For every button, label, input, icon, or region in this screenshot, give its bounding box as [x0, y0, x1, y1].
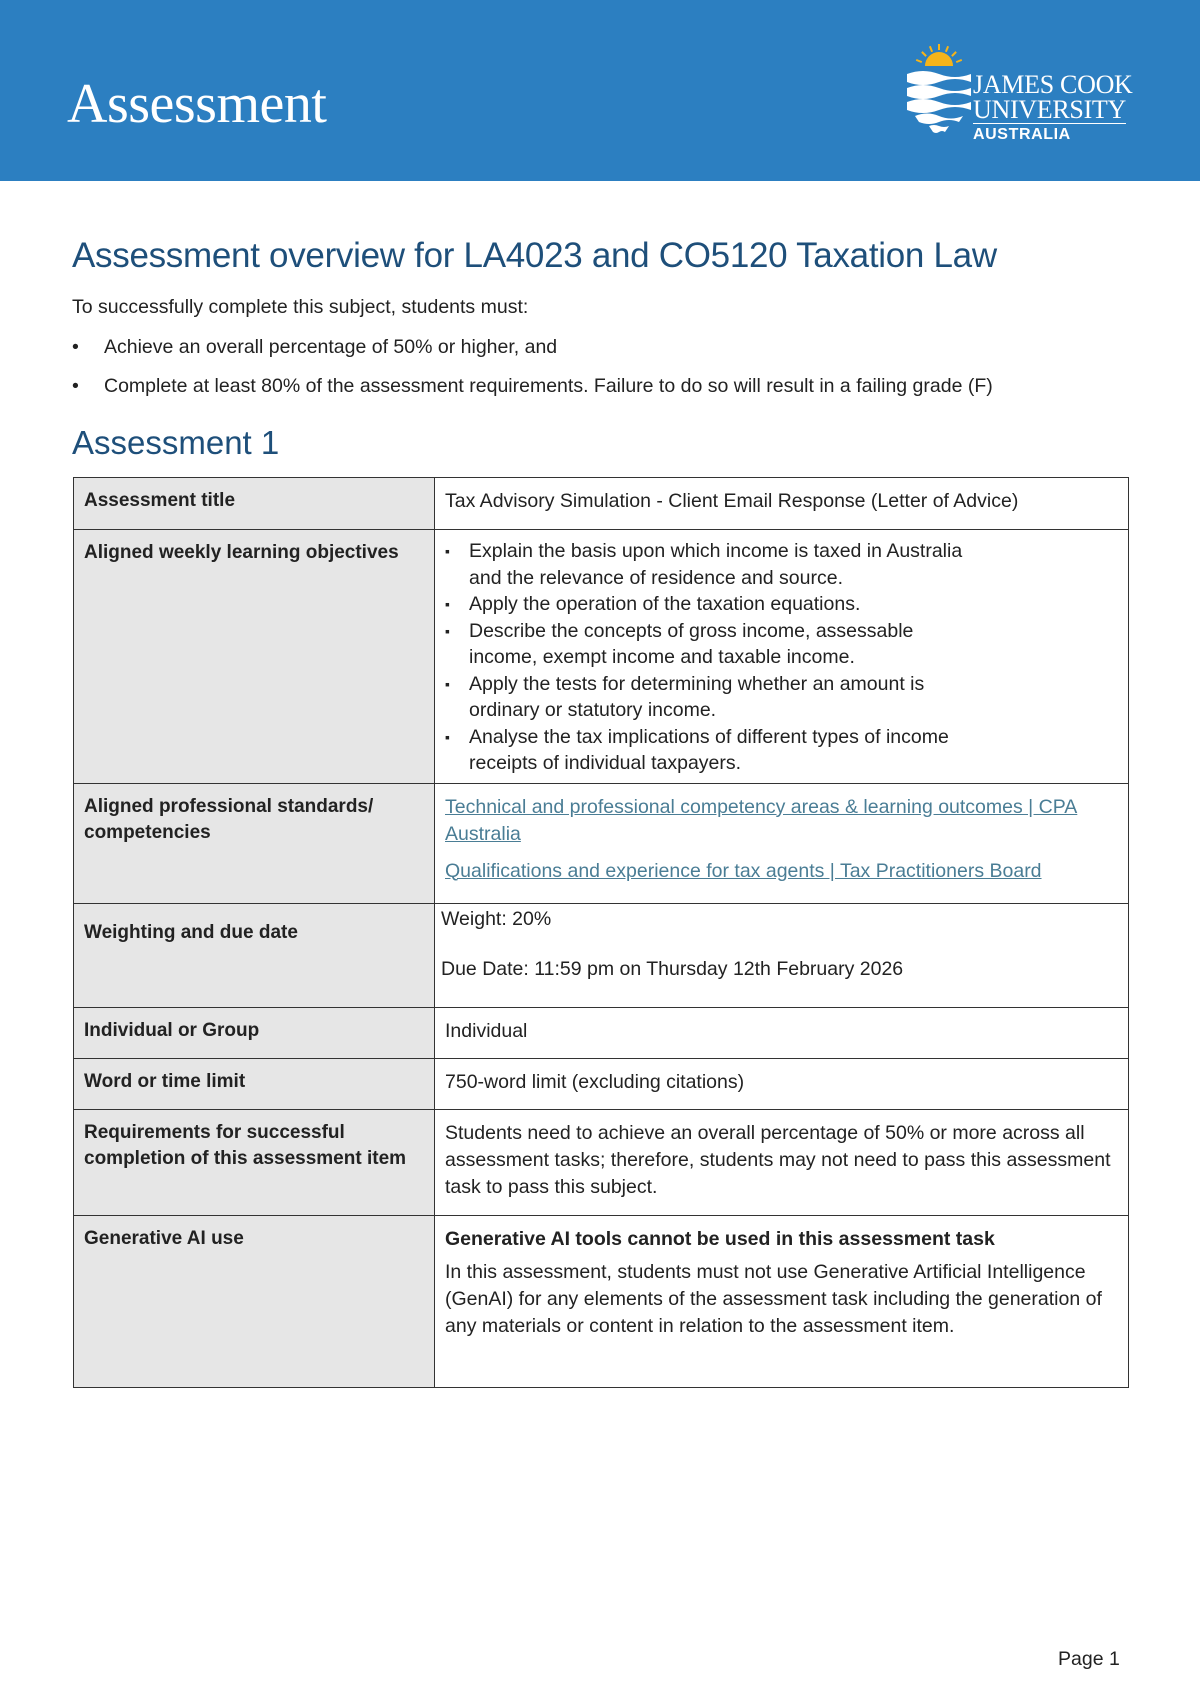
due-date-text: Due Date: 11:59 pm on Thursday 12th February 2026 — [441, 957, 904, 980]
page-number: Page 1 — [1058, 1648, 1120, 1670]
genai-policy-heading: Generative AI tools cannot be used in this assessment task — [445, 1227, 995, 1250]
row-label-word-limit: Word or time limit — [74, 1058, 435, 1109]
weight-text: Weight: 20% — [441, 907, 552, 930]
objective-line: income, exempt income and taxable income. — [469, 646, 855, 668]
link-wrapper — [445, 858, 1118, 885]
row-value-learning-objectives — [435, 530, 1129, 784]
objective-line: Analyse the tax implications of different types of income — [469, 725, 949, 748]
list-item — [445, 618, 1118, 671]
assessment-1-heading: Assessment 1 — [72, 424, 280, 461]
row-value-assessment-title: Tax Advisory Simulation - Client Email Response (Letter of Advice) — [435, 478, 1129, 530]
bullet-icon: • — [72, 375, 79, 397]
objective-line: receipts of individual taxpayers. — [469, 752, 742, 774]
list-item — [72, 374, 993, 413]
row-value-professional-standards — [435, 783, 1129, 903]
logo-line-1: JAMES COOK — [973, 70, 1133, 99]
logo-wordmark — [973, 72, 1133, 144]
bullet-text: Complete at least 80% of the assessment requirements. Failure to do so will result in a failing grade (F) — [104, 375, 993, 397]
bullet-icon: ▪ — [445, 596, 450, 612]
row-label-learning-objectives: Aligned weekly learning objectives — [74, 530, 435, 784]
objective-line: Apply the tests for determining whether an amount is — [469, 672, 925, 695]
logo-line-2: UNIVERSITY — [973, 95, 1126, 124]
row-label-individual-group: Individual or Group — [74, 1007, 435, 1058]
row-label-weighting-due-date: Weighting and due date — [74, 903, 435, 1007]
list-item — [445, 724, 1118, 777]
bullet-icon: ▪ — [445, 622, 450, 639]
list-item — [72, 335, 993, 374]
bullet-icon: ▪ — [445, 675, 450, 692]
objective-line: Describe the concepts of gross income, assessable — [469, 619, 914, 642]
objective-line: Explain the basis upon which income is taxed in Australia — [469, 540, 963, 562]
objective-line: and the relevance of residence and source. — [469, 566, 843, 589]
row-value-requirements: Students need to achieve an overall percentage of 50% or more across all assessment tasks; therefore, students may not need to pass this assessment task to pass this subject. — [435, 1109, 1129, 1215]
banner-title: Assessment — [67, 73, 327, 135]
row-value-weighting-due-date — [435, 903, 1129, 1007]
row-label-assessment-title: Assessment title — [74, 478, 435, 530]
tpb-qualifications-link[interactable]: Qualifications and experience for tax agents | Tax Practitioners Board — [445, 859, 1042, 882]
header-banner — [0, 0, 1200, 181]
jcu-sun-waves-icon — [905, 44, 973, 136]
overview-bullet-list — [72, 335, 993, 413]
table-row — [74, 1058, 1129, 1109]
row-label-professional-standards: Aligned professional standards/ competencies — [74, 783, 435, 903]
cpa-competency-link[interactable]: Technical and professional competency areas & learning outcomes | CPA Australia — [445, 795, 1078, 845]
table-row — [74, 1007, 1129, 1058]
row-label-requirements: Requirements for successful completion of this assessment item — [74, 1109, 435, 1215]
list-item — [445, 671, 1118, 724]
bullet-icon: ▪ — [445, 543, 450, 559]
genai-policy-text: In this assessment, students must not use Generative Artificial Intelligence (GenAI) for any elements of the assessment task including the generation of any materials or content in relation to the assessment item. — [445, 1260, 1102, 1337]
table-row — [74, 530, 1129, 784]
objectives-list — [445, 538, 1118, 777]
list-item — [445, 538, 1118, 591]
row-value-genai-use — [435, 1215, 1129, 1387]
list-item — [445, 591, 1118, 618]
logo-line-3: AUSTRALIA — [973, 126, 1071, 143]
table-row — [74, 1215, 1129, 1387]
objective-line: Apply the operation of the taxation equations. — [469, 593, 861, 615]
table-row — [74, 903, 1129, 1007]
table-row — [74, 1109, 1129, 1215]
assessment-1-table — [73, 477, 1129, 1388]
university-logo — [905, 44, 1135, 144]
bullet-icon: ▪ — [445, 728, 450, 745]
overview-heading: Assessment overview for LA4023 and CO5120 Taxation Law — [72, 236, 997, 275]
bullet-icon: • — [72, 336, 79, 358]
objective-line: ordinary or statutory income. — [469, 699, 717, 721]
bullet-text: Achieve an overall percentage of 50% or higher, and — [104, 336, 558, 358]
table-row — [74, 783, 1129, 903]
row-label-genai-use: Generative AI use — [74, 1215, 435, 1387]
row-value-individual-group: Individual — [435, 1007, 1129, 1058]
table-row — [74, 478, 1129, 530]
row-value-word-limit: 750-word limit (excluding citations) — [435, 1058, 1129, 1109]
overview-intro: To successfully complete this subject, students must: — [72, 296, 529, 318]
